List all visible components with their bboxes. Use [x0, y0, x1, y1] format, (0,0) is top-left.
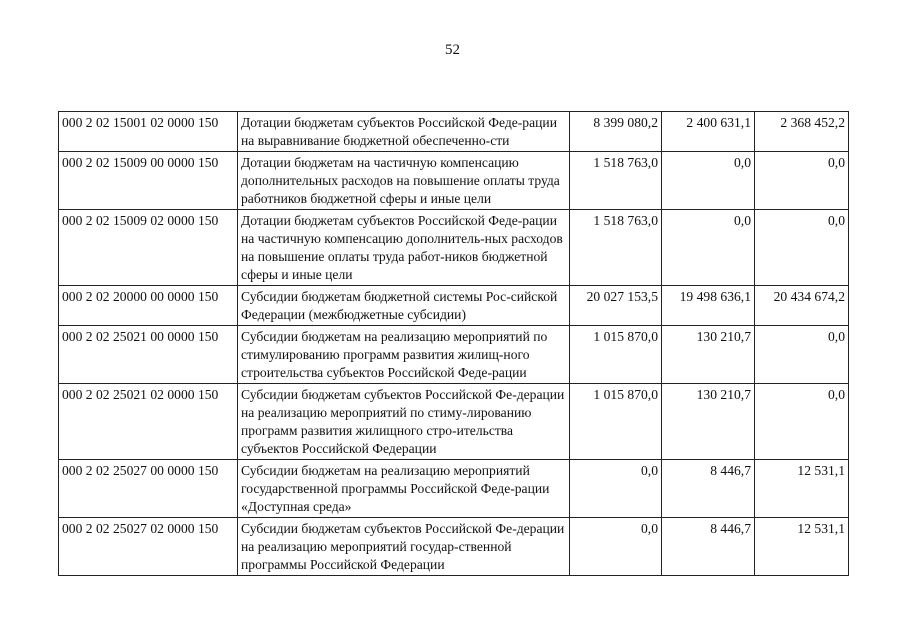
budget-name-cell: Дотации бюджетам субъектов Российской Феде-рации на выравнивание бюджетной обеспеченно-сти	[238, 112, 570, 152]
budget-code-cell: 000 2 02 25021 00 0000 150	[59, 326, 238, 384]
value-cell-3: 0,0	[755, 384, 849, 460]
budget-code-cell: 000 2 02 20000 00 0000 150	[59, 286, 238, 326]
value-cell-2: 8 446,7	[662, 518, 755, 576]
budget-name-cell: Субсидии бюджетам на реализацию мероприятий государственной программы Российской Феде-рации «Доступная среда»	[238, 460, 570, 518]
budget-name-cell: Субсидии бюджетам субъектов Российской Фе-дерации на реализацию мероприятий государ-ственной программы Российской Федерации	[238, 518, 570, 576]
value-cell-3: 20 434 674,2	[755, 286, 849, 326]
value-cell-2: 130 210,7	[662, 384, 755, 460]
budget-table-body	[59, 112, 849, 576]
budget-code-cell: 000 2 02 15001 02 0000 150	[59, 112, 238, 152]
value-cell-1: 8 399 080,2	[570, 112, 662, 152]
budget-code-cell: 000 2 02 25021 02 0000 150	[59, 384, 238, 460]
budget-name-cell: Дотации бюджетам субъектов Российской Феде-рации на частичную компенсацию дополнитель-ных расходов на повышение оплаты труда работ-ников бюджетной сферы и иные цели	[238, 210, 570, 286]
table-row	[59, 326, 849, 384]
budget-code-cell: 000 2 02 25027 00 0000 150	[59, 460, 238, 518]
budget-code-cell: 000 2 02 15009 02 0000 150	[59, 210, 238, 286]
value-cell-1: 0,0	[570, 518, 662, 576]
value-cell-1: 1 015 870,0	[570, 384, 662, 460]
table-row	[59, 286, 849, 326]
budget-name-cell: Субсидии бюджетам на реализацию мероприятий по стимулированию программ развития жилищ-ного строительства субъектов Российской Феде-рации	[238, 326, 570, 384]
value-cell-3: 12 531,1	[755, 460, 849, 518]
budget-code-cell: 000 2 02 15009 00 0000 150	[59, 152, 238, 210]
value-cell-2: 0,0	[662, 210, 755, 286]
budget-name-cell: Субсидии бюджетам бюджетной системы Рос-сийской Федерации (межбюджетные субсидии)	[238, 286, 570, 326]
budget-code-cell: 000 2 02 25027 02 0000 150	[59, 518, 238, 576]
value-cell-2: 8 446,7	[662, 460, 755, 518]
page-number: 52	[445, 42, 460, 58]
value-cell-1: 1 015 870,0	[570, 326, 662, 384]
value-cell-3: 2 368 452,2	[755, 112, 849, 152]
value-cell-3: 0,0	[755, 326, 849, 384]
table-row	[59, 384, 849, 460]
value-cell-1: 20 027 153,5	[570, 286, 662, 326]
value-cell-1: 0,0	[570, 460, 662, 518]
budget-name-cell: Субсидии бюджетам субъектов Российской Фе-дерации на реализацию мероприятий по стиму-лированию программ развития жилищного стро-ительства субъектов Российской Федерации	[238, 384, 570, 460]
table-row	[59, 210, 849, 286]
value-cell-2: 2 400 631,1	[662, 112, 755, 152]
budget-name-cell: Дотации бюджетам на частичную компенсацию дополнительных расходов на повышение оплаты труда работников бюджетной сферы и иные цели	[238, 152, 570, 210]
value-cell-3: 0,0	[755, 210, 849, 286]
table-row	[59, 518, 849, 576]
value-cell-3: 12 531,1	[755, 518, 849, 576]
value-cell-2: 0,0	[662, 152, 755, 210]
value-cell-3: 0,0	[755, 152, 849, 210]
table-row	[59, 112, 849, 152]
value-cell-2: 130 210,7	[662, 326, 755, 384]
table-row	[59, 460, 849, 518]
budget-table	[58, 111, 849, 576]
value-cell-1: 1 518 763,0	[570, 152, 662, 210]
table-row	[59, 152, 849, 210]
value-cell-2: 19 498 636,1	[662, 286, 755, 326]
value-cell-1: 1 518 763,0	[570, 210, 662, 286]
